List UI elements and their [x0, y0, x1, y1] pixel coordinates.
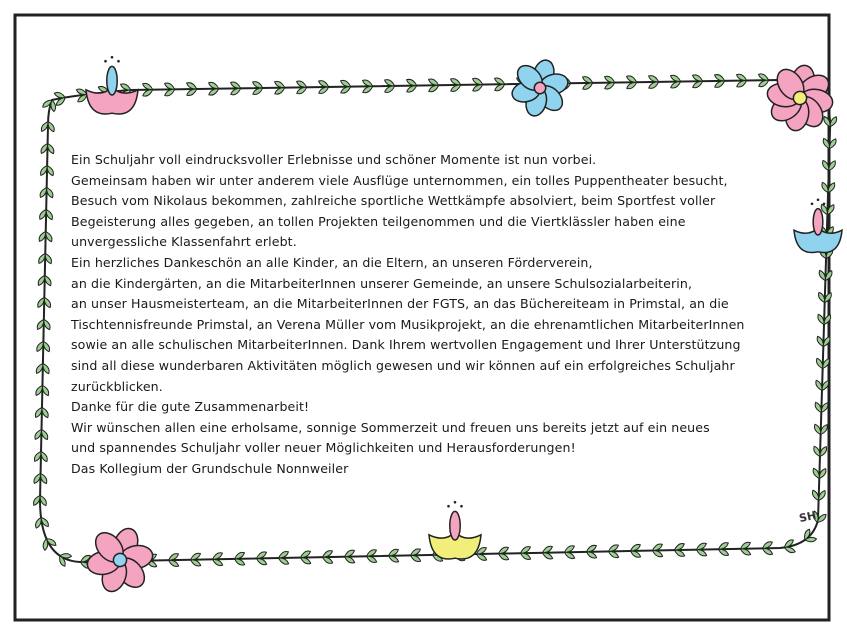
flower-icon	[429, 501, 481, 559]
flower-icon	[86, 56, 138, 114]
letter-line: Ein herzliches Dankeschön an alle Kinder, an die Eltern, an unseren Förderverein,	[71, 254, 593, 270]
letter-line: an unser Hausmeisterteam, an die MitarbeiterInnen der FGTS, an das Büchereiteam in Primstal, an die	[71, 296, 729, 312]
letter-line: sowie an alle schulischen MitarbeiterInnen. Dank Ihrem wertvollen Engagement und Ihrer Unterstützung	[71, 337, 741, 353]
letter-line: unvergessliche Klassenfahrt erlebt.	[71, 234, 297, 250]
letter-line: Wir wünschen allen eine erholsame, sonnige Sommerzeit und freuen uns bereits jetzt auf ein neues	[71, 419, 710, 435]
letter-line: Gemeinsam haben wir unter anderem viele Ausflüge unternommen, ein tolles Puppentheater besucht,	[71, 172, 728, 188]
letter-line: Ein Schuljahr voll eindrucksvoller Erlebnisse und schöner Momente ist nun vorbei.	[71, 152, 597, 167]
letter-line: Besuch vom Nikolaus bekommen, zahlreiche sportliche Wettkämpfe absolviert, beim Sportfest voller	[71, 193, 716, 209]
letter-line: und spannendes Schuljahr voller neuer Möglichkeiten und Herausforderungen!	[71, 440, 576, 456]
letter-line: zurückblicken.	[71, 378, 163, 394]
flower-icon	[504, 53, 576, 124]
letter-line: an die Kindergärten, an die MitarbeiterInnen unserer Gemeinde, an unsere Schulsozialarbeiterin,	[71, 275, 693, 291]
letter-line: Danke für die gute Zusammenarbeit!	[71, 399, 310, 415]
letter-line: Begeisterung alles gegeben, an tollen Projekten teilgenommen und die Viertklässler haben eine	[71, 213, 686, 229]
artist-mark: SH.	[797, 507, 822, 526]
letter-line: sind all diese wunderbaren Aktivitäten möglich gewesen und wir können auf ein erfolgreiches Schuljahr	[71, 357, 735, 373]
letter-text	[71, 150, 791, 480]
flower-icon	[794, 199, 842, 253]
letter-line: Das Kollegium der Grundschule Nonnweiler	[71, 460, 349, 476]
letter-line: Tischtennisfreunde Primstal, an Verena Müller vom Musikprojekt, an die ehrenamtlichen MitarbeiterInnen	[71, 316, 745, 332]
flower-icon	[77, 517, 164, 602]
